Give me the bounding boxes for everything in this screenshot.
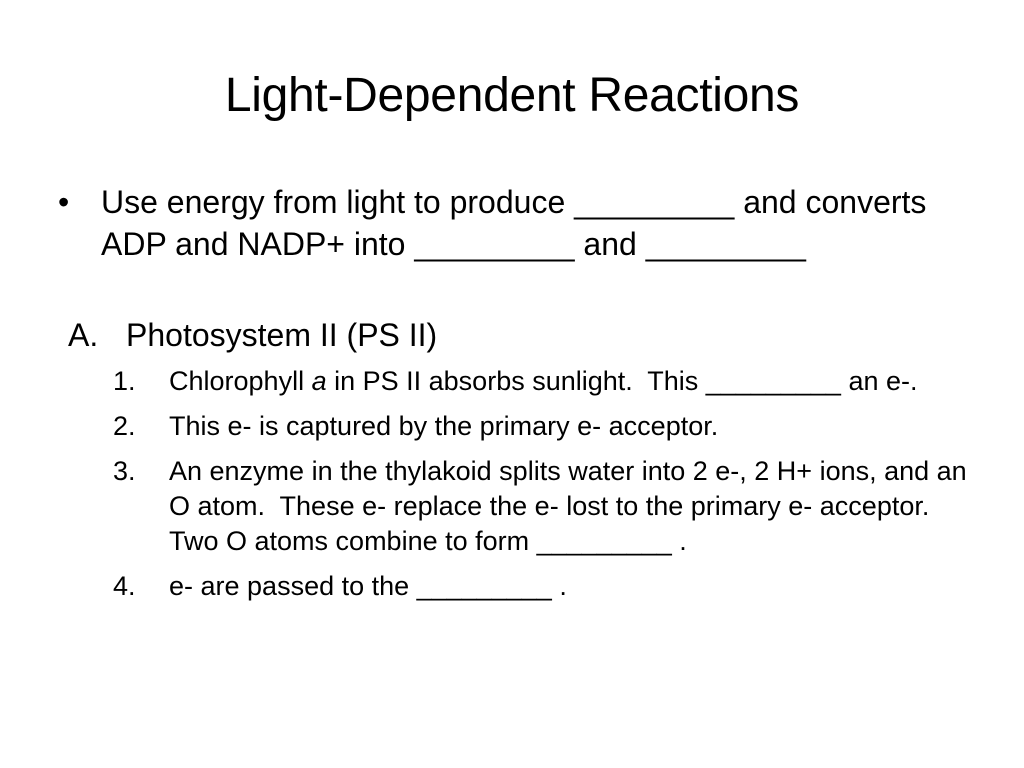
step-item-2 bbox=[113, 409, 973, 444]
fill-in-blank-2: _________ bbox=[414, 226, 575, 262]
step-4-text-part-2: . bbox=[551, 571, 567, 601]
step-3-text-part-1: An enzyme in the thylakoid splits water into 2 e-, 2 H+ ions, and an O atom. These e- replace the e- lost to the primary e- acceptor. Two O atoms combine to form bbox=[169, 456, 975, 556]
step-1-blank: _________ bbox=[705, 366, 841, 396]
step-1-text-part-3: an e-. bbox=[840, 366, 918, 396]
step-1-italic-a: a bbox=[311, 366, 327, 396]
bullet-text-part-1: Use energy from light to produce bbox=[101, 184, 575, 220]
step-4-text-part-1: e- are passed to the bbox=[169, 571, 417, 601]
numbered-steps-list bbox=[113, 364, 973, 614]
step-4-blank: _________ bbox=[416, 571, 552, 601]
step-3-blank: _________ bbox=[536, 526, 672, 556]
step-number: 2. bbox=[113, 411, 136, 441]
step-text bbox=[169, 569, 973, 604]
section-label: Photosystem II (PS II) bbox=[126, 317, 438, 353]
fill-in-blank-3: _________ bbox=[645, 226, 806, 262]
slide-title: Light-Dependent Reactions bbox=[224, 69, 800, 122]
section-marker: A. bbox=[68, 317, 99, 353]
step-item-4 bbox=[113, 569, 973, 604]
step-number: 3. bbox=[113, 456, 136, 486]
step-item-1 bbox=[113, 364, 973, 399]
main-bullet bbox=[58, 181, 958, 265]
fill-in-blank-1: _________ bbox=[574, 184, 735, 220]
step-1-text-part-1: Chlorophyll bbox=[169, 366, 312, 396]
bullet-text-part-3: and bbox=[574, 226, 646, 262]
bullet-text-part-2: and converts ADP and NADP+ into bbox=[101, 184, 934, 262]
step-text: This e- is captured by the primary e- acceptor. bbox=[169, 411, 719, 441]
step-1-text-part-2: in PS II absorbs sunlight. This bbox=[326, 366, 706, 396]
step-text bbox=[169, 364, 973, 399]
step-text bbox=[169, 454, 973, 559]
section-heading-a bbox=[68, 314, 968, 356]
step-number: 1. bbox=[113, 366, 136, 396]
bullet-text bbox=[101, 181, 958, 265]
step-item-3 bbox=[113, 454, 973, 559]
bullet-icon: • bbox=[58, 184, 70, 220]
step-3-text-part-2: . bbox=[671, 526, 687, 556]
step-number: 4. bbox=[113, 571, 136, 601]
